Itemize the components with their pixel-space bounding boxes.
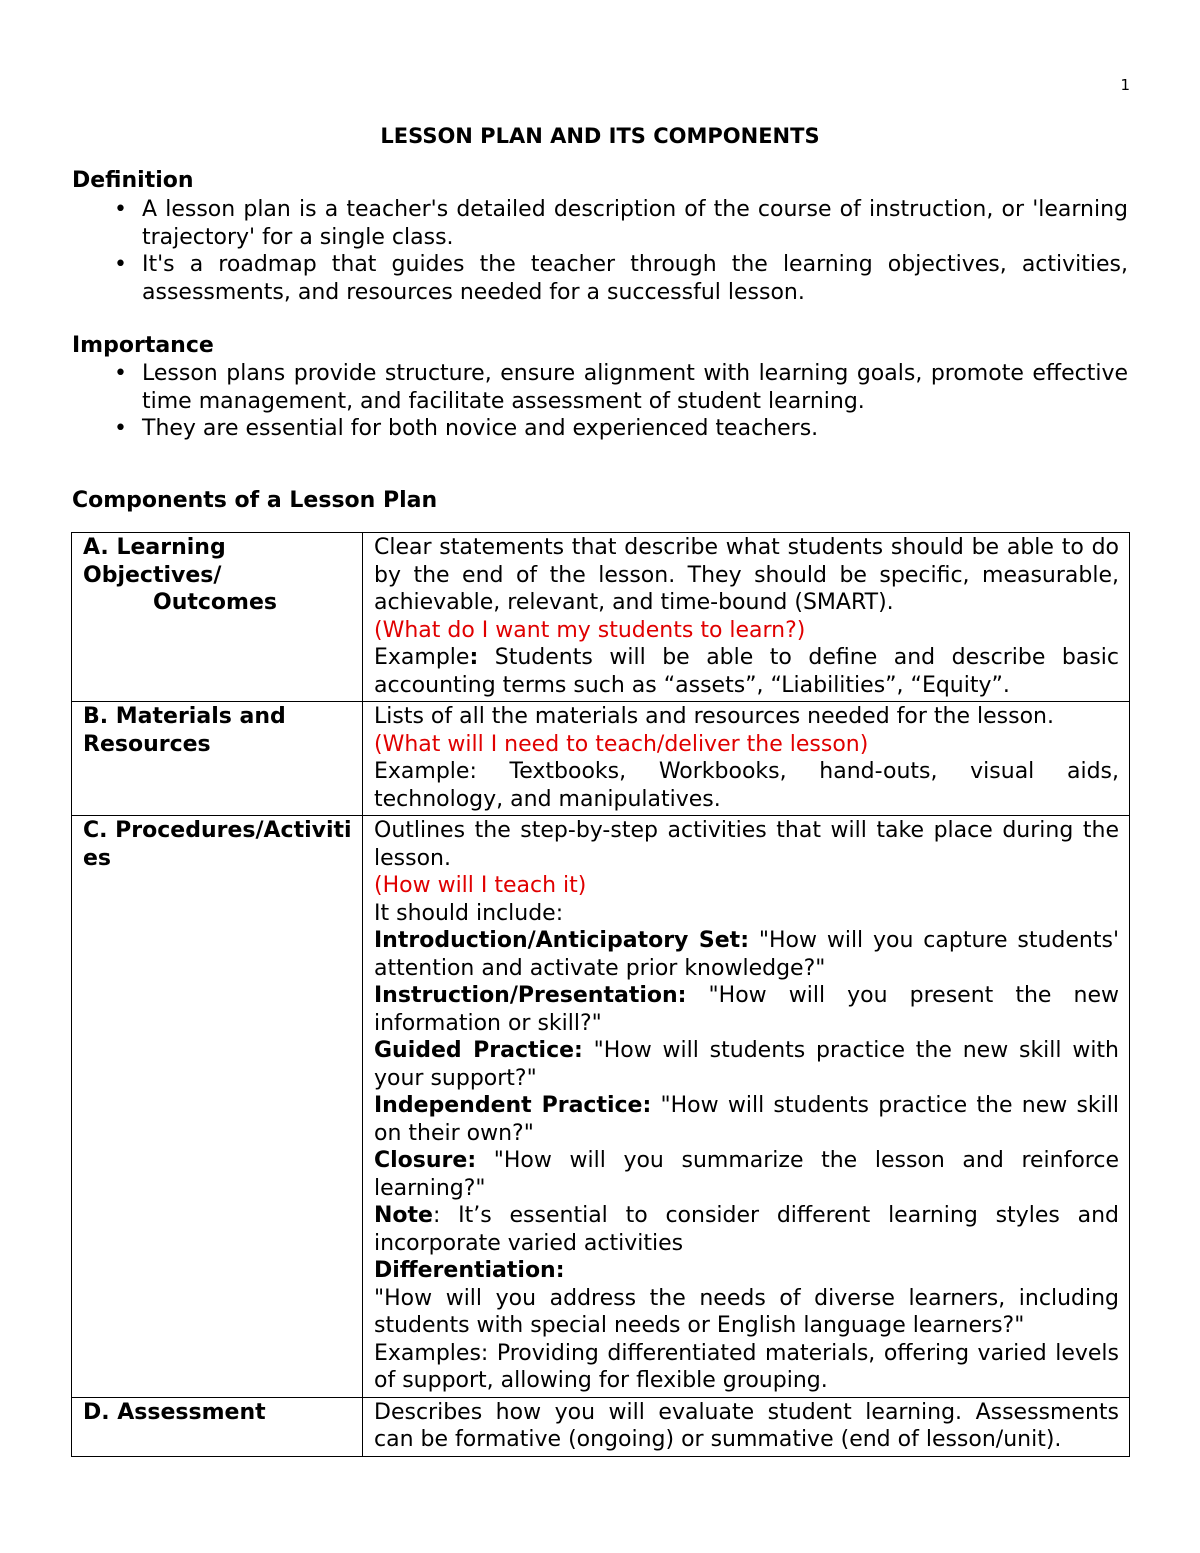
procedure-note [374, 1202, 1119, 1257]
example-text: Students will be able to define and describe basic accounting terms such as “assets”, “Liabilities”, “Equity”. [374, 645, 1119, 698]
example-label: Example [374, 645, 470, 670]
definition-heading: Definition [72, 168, 194, 193]
document-title: LESSON PLAN AND ITS COMPONENTS [380, 124, 820, 148]
note-text: : It’s essential to consider different learning styles and incorporate varied activities [374, 1203, 1119, 1256]
component-description: Describes how you will evaluate student learning. Assessments can be formative (ongoing) or summative (end of lesson/unit). [374, 1399, 1119, 1452]
procedure-item [374, 927, 1119, 982]
procedure-text: "How will you capture students' attention and activate prior knowledge?" [374, 928, 1119, 981]
list-item: • It's a roadmap that guides the teacher through the learning objectives, activities, assessments, and resources needed for a successful lesson. [72, 251, 1128, 306]
table-row [72, 702, 1130, 816]
importance-heading: Importance [72, 333, 214, 358]
differentiation-question: "How will you address the needs of diverse learners, including students with special needs or English language learners?" [374, 1285, 1119, 1338]
component-label: C. Procedures/Activities [83, 818, 352, 871]
procedure-item [374, 1147, 1119, 1202]
component-example: Example: Textbooks, Workbooks, hand-outs, visual aids, technology, and manipulatives. [374, 759, 1119, 812]
list-item: • A lesson plan is a teacher's detailed description of the course of instruction, or 'learning trajectory' for a single class. [72, 196, 1128, 251]
component-description: Clear statements that describe what students should be able to do by the end of the lesson. They should be specific, measurable, achievable, relevant, and time-bound (SMART). [374, 535, 1119, 615]
component-label: A. Learning [83, 535, 226, 560]
list-item: • Lesson plans provide structure, ensure alignment with learning goals, promote effective time management, and facilitate assessment of student learning. [72, 360, 1128, 415]
table-row [72, 1397, 1130, 1456]
component-description-cell [363, 533, 1130, 702]
component-label-cell [72, 816, 363, 1398]
component-label-cell [72, 702, 363, 816]
definition-list [72, 196, 1128, 306]
differentiation-examples: Examples: Providing differentiated materials, offering varied levels of support, allowing for flexible grouping. [374, 1340, 1119, 1393]
page-number: 1 [1120, 76, 1130, 94]
component-label: Outcomes [153, 590, 277, 615]
guiding-question: (What will I need to teach/deliver the lesson) [374, 731, 869, 757]
guiding-question: (How will I teach it) [374, 873, 587, 898]
component-label: B. Materials and Resources [83, 704, 286, 757]
differentiation-term: Differentiation: [374, 1258, 565, 1283]
procedure-text: "How will students practice the new skill on their own?" [374, 1093, 1119, 1146]
procedure-term: Introduction/Anticipatory Set: [374, 928, 749, 953]
component-example [374, 644, 1119, 699]
components-heading: Components of a Lesson Plan [72, 488, 438, 513]
example-colon: : [469, 645, 479, 670]
procedure-term: Guided Practice: [374, 1038, 583, 1063]
procedure-term: Independent Practice: [374, 1093, 652, 1118]
note-term: Note [374, 1203, 433, 1228]
procedure-text: "How will you present the new information or skill?" [374, 983, 1119, 1036]
guiding-question: (What do I want my students to learn?) [374, 617, 806, 643]
component-description: Lists of all the materials and resources needed for the lesson. [374, 704, 1054, 729]
component-label: Objectives/ [83, 562, 222, 588]
component-description-cell [363, 816, 1130, 1398]
include-intro: It should include: [374, 900, 564, 926]
table-row [72, 816, 1130, 1398]
component-description-cell [363, 702, 1130, 816]
procedure-item [374, 1092, 1119, 1147]
table-row [72, 533, 1130, 702]
list-item: • They are essential for both novice and experienced teachers. [72, 415, 1128, 443]
procedure-item [374, 1037, 1119, 1092]
procedure-term: Instruction/Presentation: [374, 983, 687, 1008]
importance-list [72, 360, 1128, 443]
procedure-text: "How will students practice the new skill with your support?" [374, 1038, 1119, 1091]
procedure-item [374, 982, 1119, 1037]
component-label: D. Assessment [83, 1399, 266, 1425]
component-description-cell [363, 1397, 1130, 1456]
components-table [71, 532, 1130, 1457]
component-label-cell [72, 1397, 363, 1456]
procedure-term: Closure: [374, 1148, 477, 1173]
component-description: Outlines the step-by-step activities that will take place during the lesson. [374, 818, 1119, 871]
component-label-cell [72, 533, 363, 702]
procedure-text: "How will you summarize the lesson and reinforce learning?" [374, 1148, 1119, 1201]
